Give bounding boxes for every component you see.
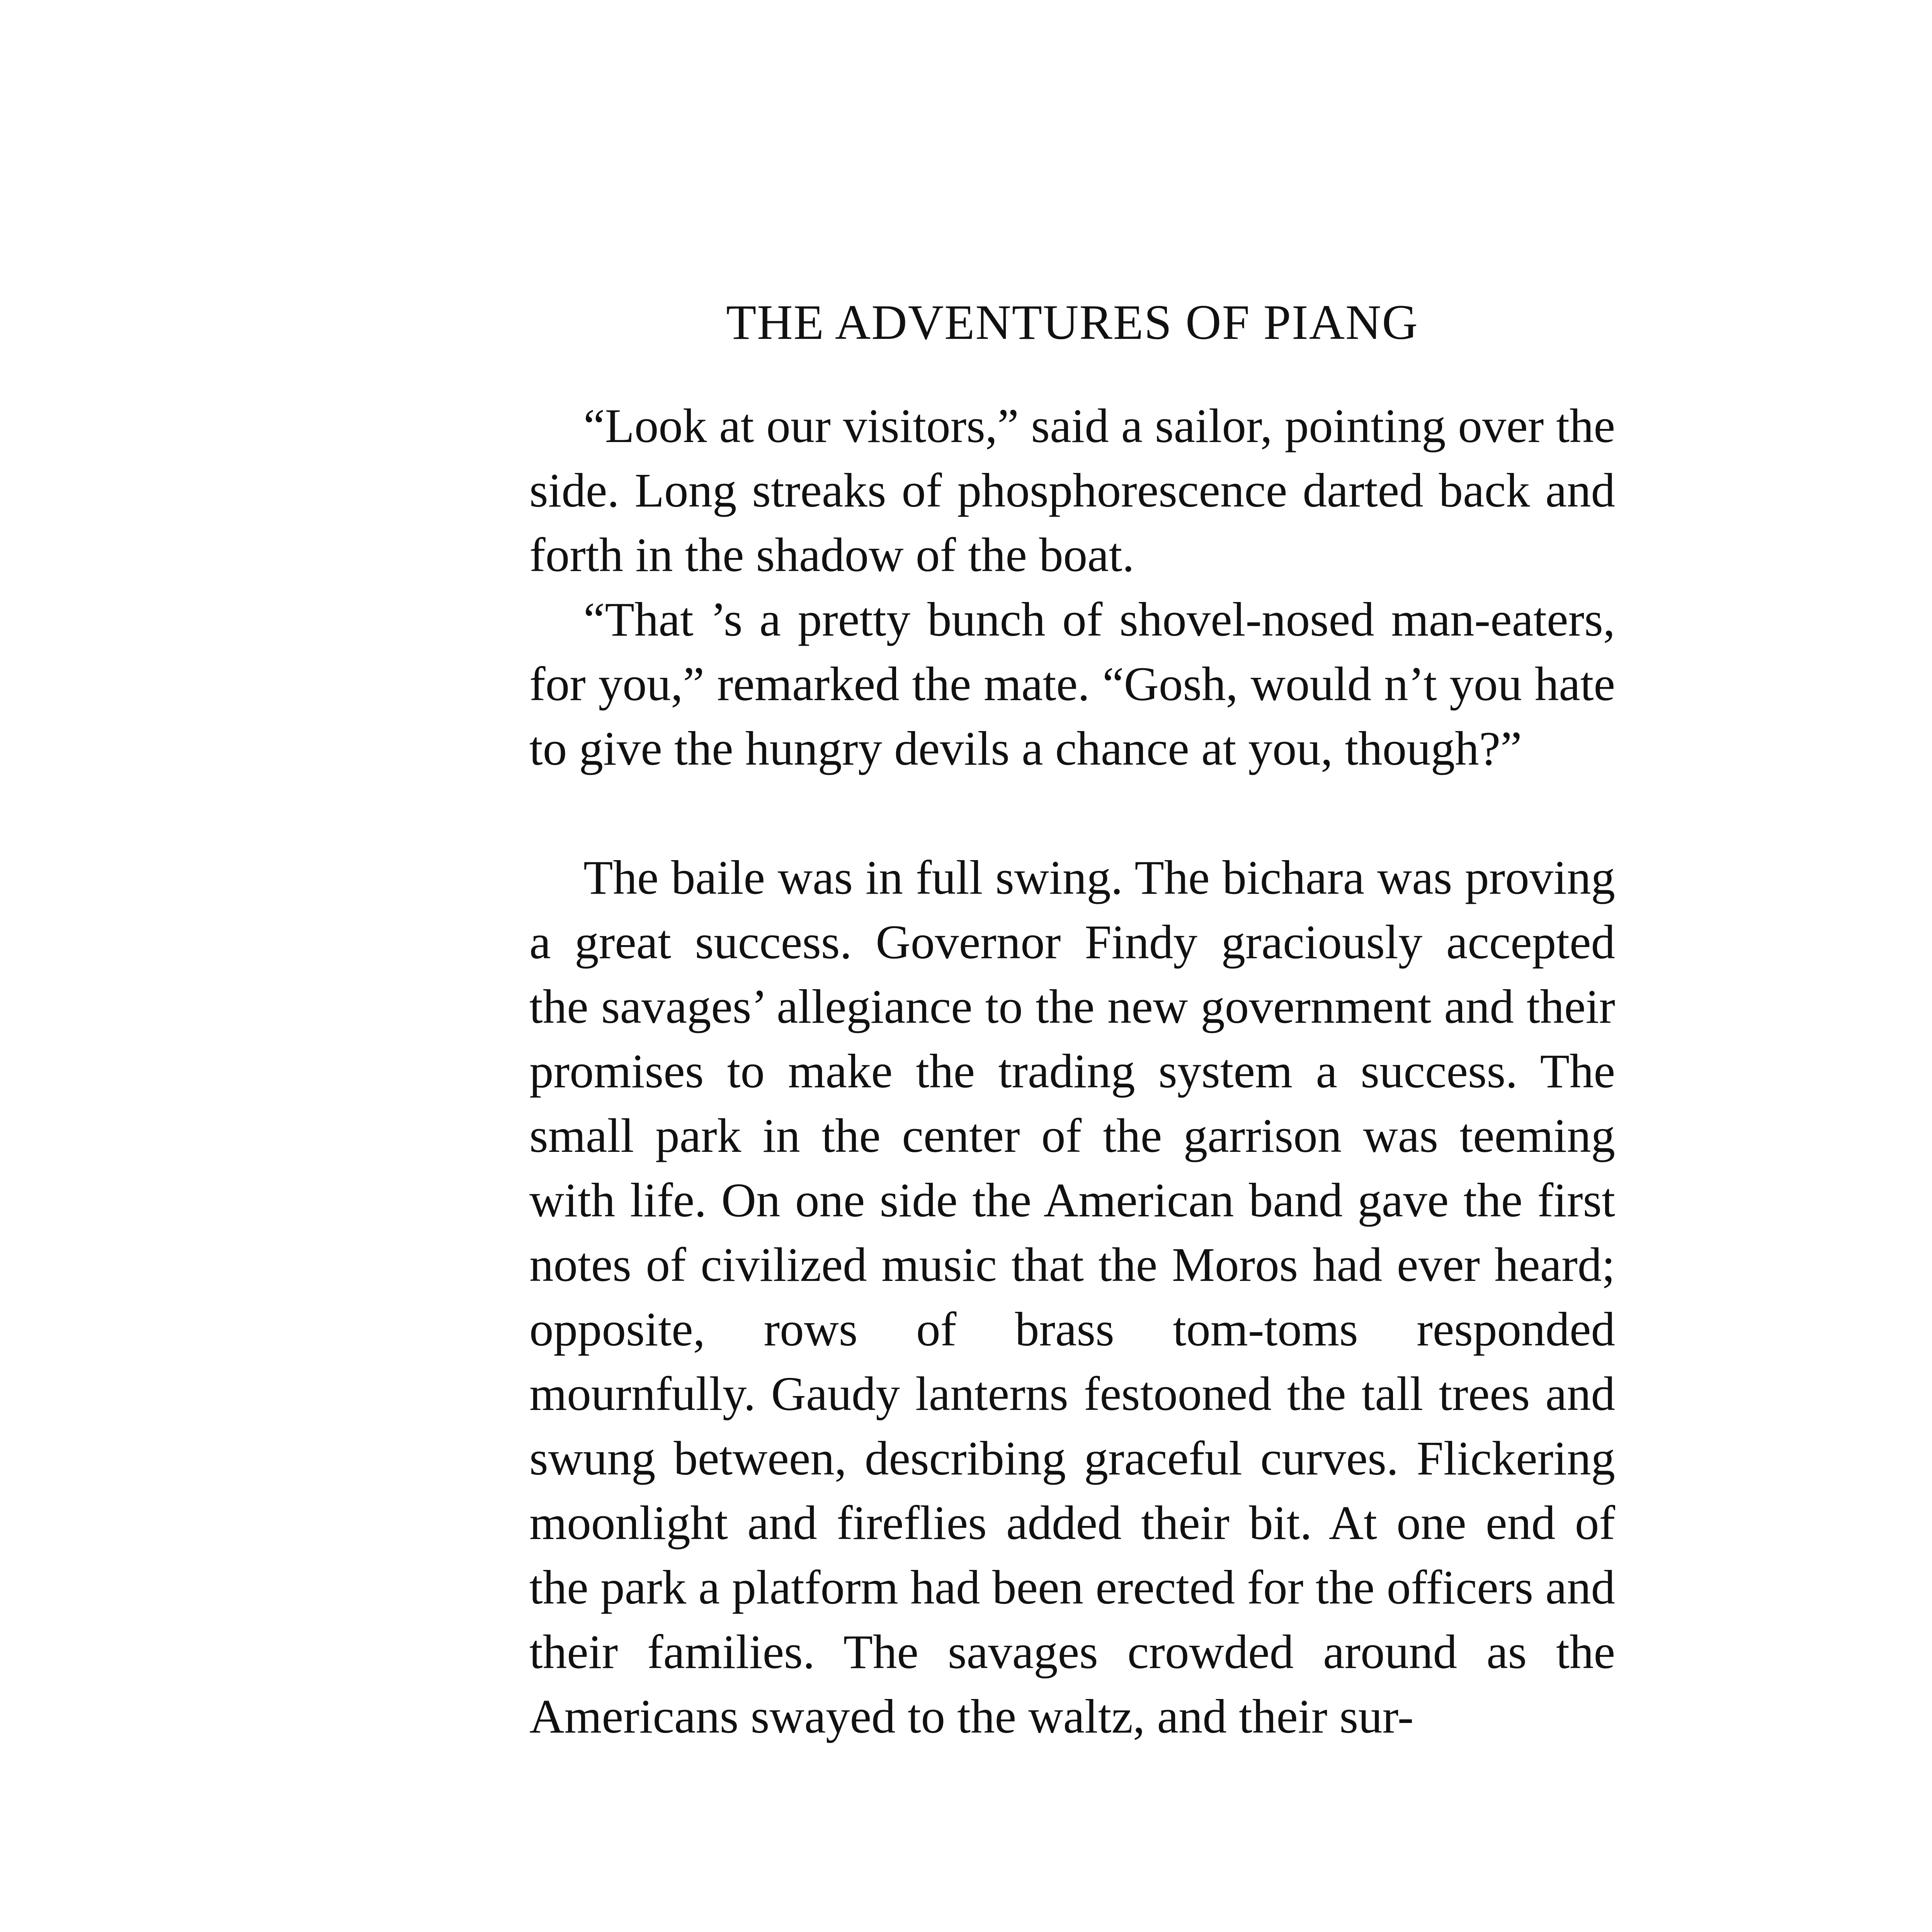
paragraph-visitors: “Look at our visitors,” said a sailor, pointing over the side. Long streaks of phosphorescence darted back and forth in the shadow of the boat.: [529, 400, 1615, 582]
section-break: [529, 781, 1615, 846]
running-head: THE ADVENTURES OF PIANG: [726, 295, 1418, 350]
body-text: [529, 394, 1615, 1749]
paragraph-baile: The baile was in full swing. The bichara was proving a great success. Governor Findy graciously accepted the savages’ allegiance to the new government and their promises to make the trading system a success. The small park in the center of the garrison was teeming with life. On one side the American band gave the first notes of civilized music that the Moros had ever heard; opposite, rows of brass tom-toms responded mournfully. Gaudy lanterns festooned the tall trees and swung between, describing graceful curves. Flickering moonlight and fireflies added their bit. At one end of the park a platform had been erected for the officers and their families. The savages crowded around as the Americans swayed to the waltz, and their sur-: [529, 851, 1615, 1743]
paragraph-man-eaters: “That ’s a pretty bunch of shovel-nosed man-eaters, for you,” remarked the mate. “Gosh, would n’t you hate to give the hungry devils a chance at you, though?”: [529, 593, 1615, 776]
